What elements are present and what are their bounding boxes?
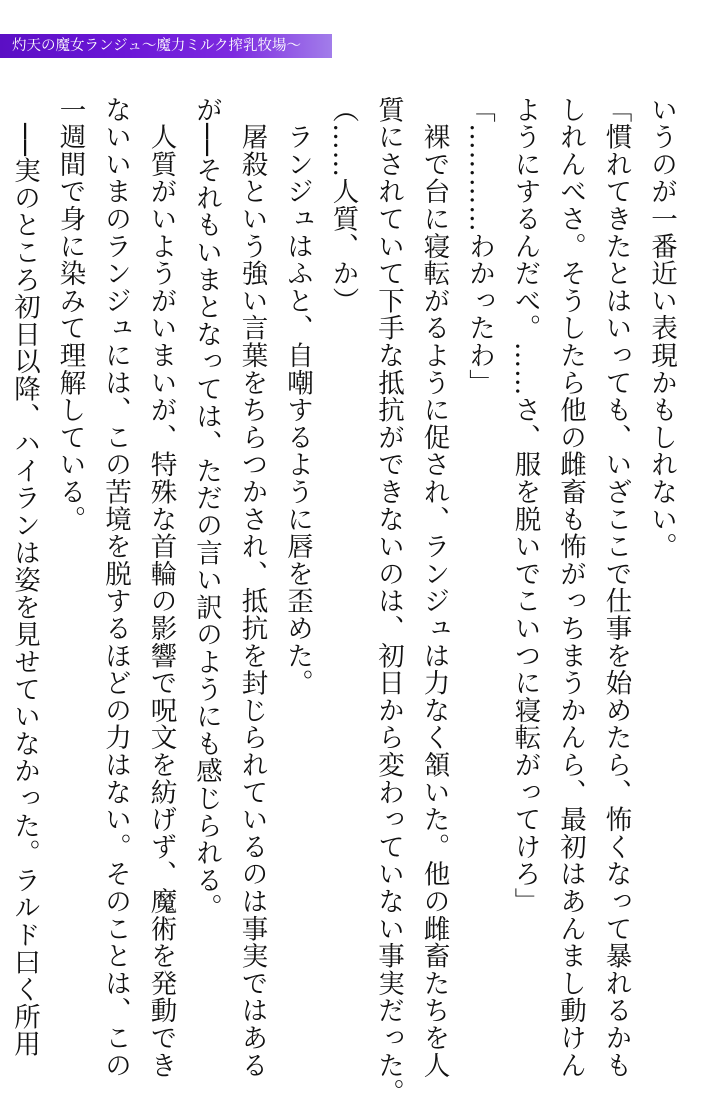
text-line: 人質がいようがいまいが、特殊な首輪の影響で呪文を紡げず、魔術を発動でき [145, 96, 177, 1079]
text-line: （……人質、か） [327, 96, 359, 315]
text-line: ようにするんだべ。……さ、服を脱いでこいつに寝転がってけろ」 [509, 96, 541, 915]
header-banner [0, 34, 332, 58]
text-line: ないいまのランジュには、この苦境を脱するほどの力はない。そのことは、この [100, 96, 131, 1079]
text-line: が──それもいまとなっては、ただの言い訳のようにも感じられる。 [191, 96, 222, 922]
book-title: 灼天の魔女ランジュ〜魔力ミルク搾乳牧場〜 [12, 38, 302, 54]
text-line: 質にされていて下手な抵抗ができないのは、初日から変わっていない事実だった。 [373, 96, 404, 1106]
vertical-text-body [9, 96, 684, 1106]
text-line: しれんべさ。そうしたら他の雌畜も怖がっちまうかんら、最初はあんまし動けん [555, 96, 586, 1079]
text-line: 裸で台に寝転がるように促され、ランジュは力なく頷いた。他の雌畜たちを人 [418, 96, 450, 1079]
text-line: 「慣れてきたとはいっても、いざここで仕事を始めたら、怖くなって暴れるかも [600, 96, 632, 1079]
text-line: 一週間で身に染みて理解している。 [54, 96, 86, 533]
text-line: ランジュはふと、自嘲するように唇を歪めた。 [282, 96, 313, 697]
text-line: ──実のところ初日以降、ハイランは姿を見せていなかった。ラルド曰く所用 [9, 96, 40, 1058]
text-line: 屠殺という強い言葉をちらつかされ、抵抗を封じられているのは事実ではある [236, 96, 268, 1079]
text-line: いうのが一番近い表現かもしれない。 [646, 96, 677, 561]
text-line: 「…………わかったわ」 [464, 96, 495, 397]
